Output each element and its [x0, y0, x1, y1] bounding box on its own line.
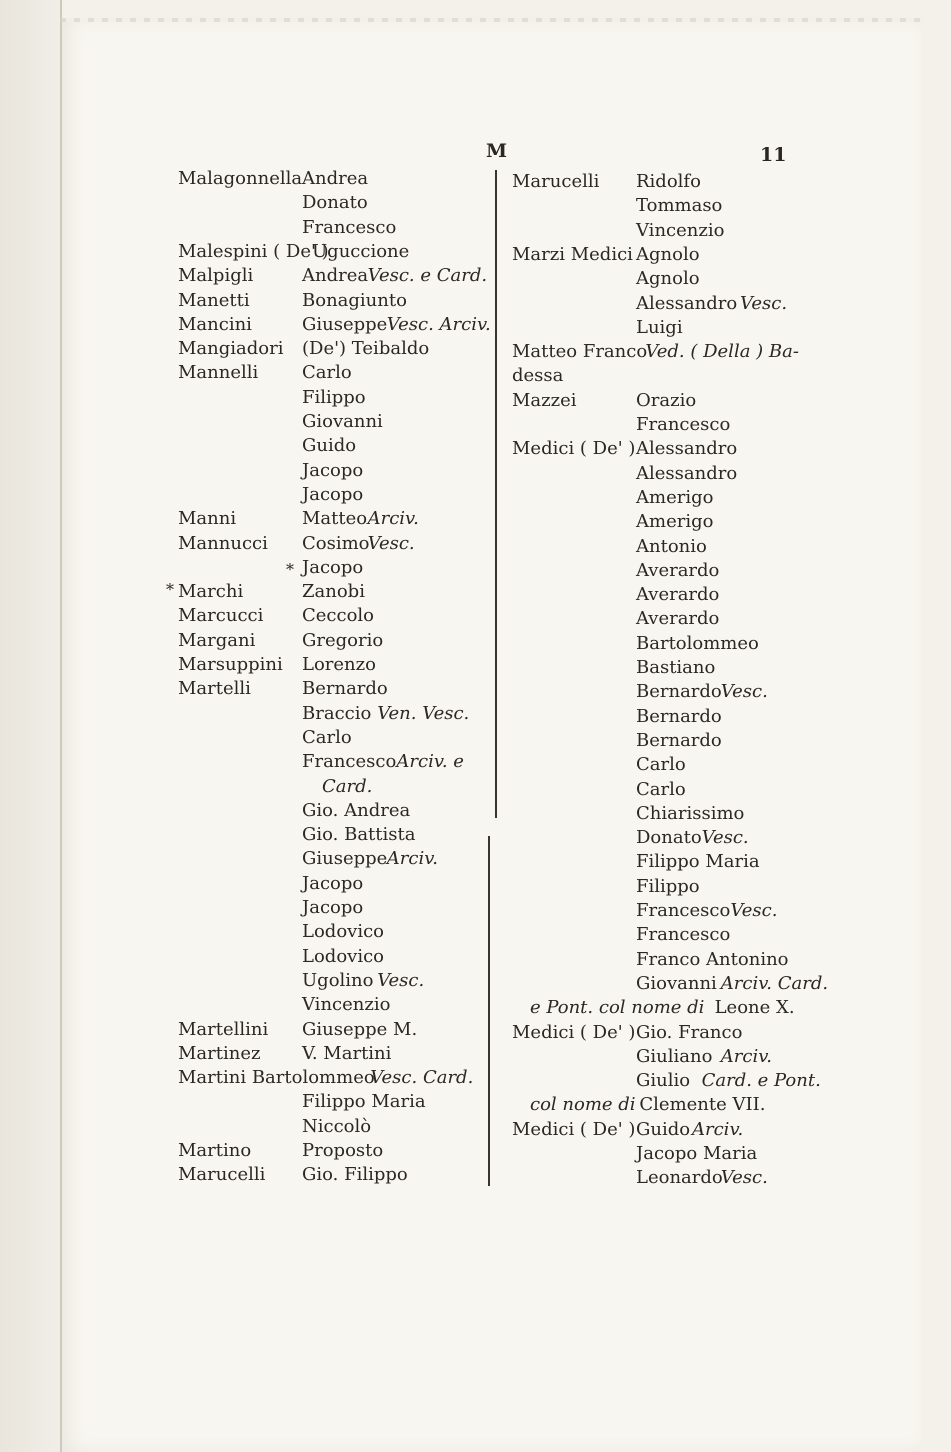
entry-given-name: Vincenzio [636, 219, 725, 241]
entry-surname: Mannucci [178, 532, 268, 554]
entry-given-name: Tommaso [636, 195, 723, 217]
entry-given-name: Bernardo [636, 729, 722, 751]
entry-surname: Martinez [178, 1042, 261, 1064]
entry-given-name: Averardo [636, 559, 720, 581]
entry-given-name: Gio. Filippo [302, 1164, 408, 1186]
entry-given-name: Andrea [302, 168, 369, 189]
entry-surname: Medici ( De' ) [512, 438, 636, 460]
entry-given-name: Averardo [636, 584, 720, 606]
entry-given-name: Agnolo [636, 268, 700, 290]
entry-title-note: Arciv. [720, 1045, 772, 1067]
entry-given-name: Francesco [636, 414, 731, 435]
entry-surname: Marchi [178, 581, 244, 603]
entry-title-note: Vesc. [740, 292, 788, 314]
entry-given-name: Filippo [636, 875, 700, 897]
entry-given-name: Chiarissimo [636, 802, 745, 824]
entry-surname: Manetti [178, 289, 250, 311]
entry-surname: Mannelli [178, 362, 259, 384]
entry-given-name: Alessandro [636, 462, 738, 484]
entry-given-name: Niccolò [302, 1115, 372, 1137]
entry-given-name: Gio. Franco [636, 1021, 743, 1043]
entry-given-name: Antonio [636, 535, 707, 557]
entry-given-name: Donato [302, 192, 368, 214]
entry-given-name: Zanobi [302, 581, 365, 603]
gutter-fold [60, 0, 62, 1452]
entry-given-name: Guido [636, 1118, 691, 1140]
entry-given-name: Jacopo [302, 459, 364, 481]
entry-surname: dessa [512, 365, 564, 387]
entry-given-name: Francesco [636, 900, 731, 921]
entry-given-name: Carlo [302, 726, 352, 748]
entry-given-name: Bernardo [636, 705, 722, 727]
entry-given-name: Francesco [302, 751, 397, 773]
entry-surname: Matteo Franco [512, 341, 648, 363]
entry-title-note: Vesc. [720, 1167, 768, 1189]
entry-given-name: Giovanni [302, 411, 383, 432]
entry-surname: Martelli [178, 678, 251, 700]
entry-given-name: Matteo [302, 508, 368, 530]
entry-given-name: Bonagiunto [302, 289, 407, 311]
entry-given-name: Luigi [636, 316, 683, 338]
entry-given-name: Uguccione [312, 240, 410, 262]
entry-given-name: Giuliano [636, 1045, 713, 1067]
entry-surname: Malagonnella [178, 168, 303, 189]
entry-given-name: Amerigo [636, 486, 714, 508]
entry-given-name: Francesco [636, 924, 731, 946]
entry-given-name: Giuseppe [302, 848, 388, 870]
entry-given-name: Francesco [302, 216, 397, 238]
entry-given-name: Andrea [302, 265, 369, 287]
entry-given-name: Gio. Battista [302, 824, 416, 846]
entry-surname: Malespini ( De' ) [178, 240, 329, 262]
entry-given-name: Ceccolo [302, 605, 375, 627]
entry-surname: Marzi Medici [512, 243, 633, 265]
entry-surname: Marucelli [178, 1164, 266, 1186]
entry-title-note: Arciv. Card. [720, 972, 829, 994]
entry-title-note: Ved. ( Della ) Ba- [645, 341, 799, 363]
entry-given-name: Carlo [302, 362, 352, 384]
entry-tail: Leone X. [714, 997, 795, 1019]
entry-title-note: Ven. Vesc. [377, 702, 470, 724]
entry-given-name: Averardo [636, 608, 720, 630]
entry-title-note: Vesc. Arciv. [386, 313, 491, 335]
entry-title-note: Card. e Pont. [701, 1070, 821, 1092]
book-page [60, 18, 921, 1452]
entry-surname: Medici ( De' ) [512, 1118, 636, 1140]
entry-given-name: Leonardo [636, 1167, 723, 1189]
entry-title-note: Vesc. [720, 681, 768, 703]
page-top-edge [60, 18, 920, 22]
entry-given-name: Agnolo [636, 243, 700, 265]
entry-title-note: Vesc. e Card. [367, 265, 488, 287]
entry-given-name: Giuseppe [302, 313, 388, 335]
entry-surname: Manni [178, 508, 237, 530]
column-divider-lower [488, 836, 490, 1186]
entry-given-name: Lodovico [302, 945, 384, 967]
entry-given-name: Alessandro [636, 292, 738, 314]
entry-given-name: Bartolommeo [636, 632, 759, 654]
entry-given-name: V. Martini [302, 1042, 392, 1064]
entry-title-note: Vesc. [730, 900, 778, 921]
entry-given-name: Lodovico [302, 921, 384, 943]
entry-title-note: Vesc. Card. [370, 1067, 474, 1089]
section-letter: M [486, 140, 508, 162]
entry-surname: Mangiadori [178, 338, 284, 360]
asterisk-marker: * [286, 560, 294, 579]
entry-given-name: Gio. Andrea [302, 799, 411, 821]
entry-surname: Marcucci [178, 605, 264, 627]
entry-surname: Mazzei [512, 389, 577, 411]
entry-title-note: Arciv. [386, 848, 438, 870]
entry-given-name: Lorenzo [302, 654, 376, 675]
entry-given-name: Ugolino [302, 969, 374, 991]
entry-given-name: Jacopo [302, 872, 364, 894]
entry-given-name: Gregorio [302, 629, 384, 651]
entry-surname: Martellini [178, 1018, 269, 1040]
entry-given-name: Bernardo [302, 678, 388, 700]
entry-given-name: Orazio [636, 389, 697, 411]
entry-title-note: Vesc. [377, 969, 425, 991]
entry-title-note: e Pont. col nome di [530, 997, 705, 1019]
entry-given-name: Donato [636, 827, 702, 849]
entry-given-name: Jacopo [302, 897, 364, 918]
page-number: 11 [760, 144, 787, 166]
entry-given-name: Filippo Maria [302, 1091, 426, 1113]
entry-surname: Margani [178, 629, 256, 651]
entry-surname: Marsuppini [178, 654, 283, 675]
entry-title-note: Vesc. [367, 532, 415, 554]
entry-given-name: Jacopo Maria [636, 1143, 758, 1164]
entry-given-name: Alessandro [636, 438, 738, 460]
entry-given-name: Bernardo [636, 681, 722, 703]
entry-given-name: Carlo [636, 778, 686, 800]
entry-given-name: Amerigo [636, 511, 714, 533]
asterisk-marker: * [166, 580, 174, 599]
entry-given-name: Filippo Maria [636, 851, 760, 873]
entry-title-note: Arciv. [692, 1118, 744, 1140]
entry-given-name: Bastiano [636, 657, 716, 678]
entry-given-name: Carlo [636, 754, 686, 776]
entry-surname: Martino [178, 1140, 252, 1161]
entry-title-note: col nome di [530, 1094, 636, 1116]
entry-tail: Clemente VII. [639, 1094, 766, 1116]
entry-surname: Mancini [178, 313, 252, 335]
entry-given-name: Filippo [302, 386, 366, 408]
entry-surname: Malpigli [178, 265, 254, 287]
entry-surname: Martini Bartolommeo [178, 1067, 375, 1089]
entry-given-name: Giovanni [636, 972, 717, 994]
entry-given-name: Guido [302, 435, 357, 457]
column-divider [495, 170, 497, 818]
entry-given-name: Braccio [302, 702, 372, 724]
entry-given-name: Giulio [636, 1070, 691, 1092]
entry-given-name: Jacopo [302, 556, 364, 578]
entry-given-name: Vincenzio [302, 994, 391, 1016]
entry-given-name: Giuseppe M. [302, 1018, 418, 1040]
entry-given-name: Jacopo [302, 483, 364, 505]
entry-title-note: Arciv. e [396, 751, 464, 773]
entry-given-name: Cosimo [302, 532, 370, 554]
entry-surname: Marucelli [512, 171, 600, 192]
entry-title-note: Card. [322, 775, 373, 797]
entry-given-name: (De') Teibaldo [302, 338, 430, 360]
book-gutter [0, 0, 60, 1452]
entry-given-name: Proposto [302, 1140, 384, 1161]
entry-title-note: Vesc. [701, 827, 749, 849]
entry-given-name: Franco Antonino [636, 948, 789, 970]
entry-title-note: Arciv. [367, 508, 419, 530]
entry-surname: Medici ( De' ) [512, 1021, 636, 1043]
entry-given-name: Ridolfo [636, 171, 701, 192]
